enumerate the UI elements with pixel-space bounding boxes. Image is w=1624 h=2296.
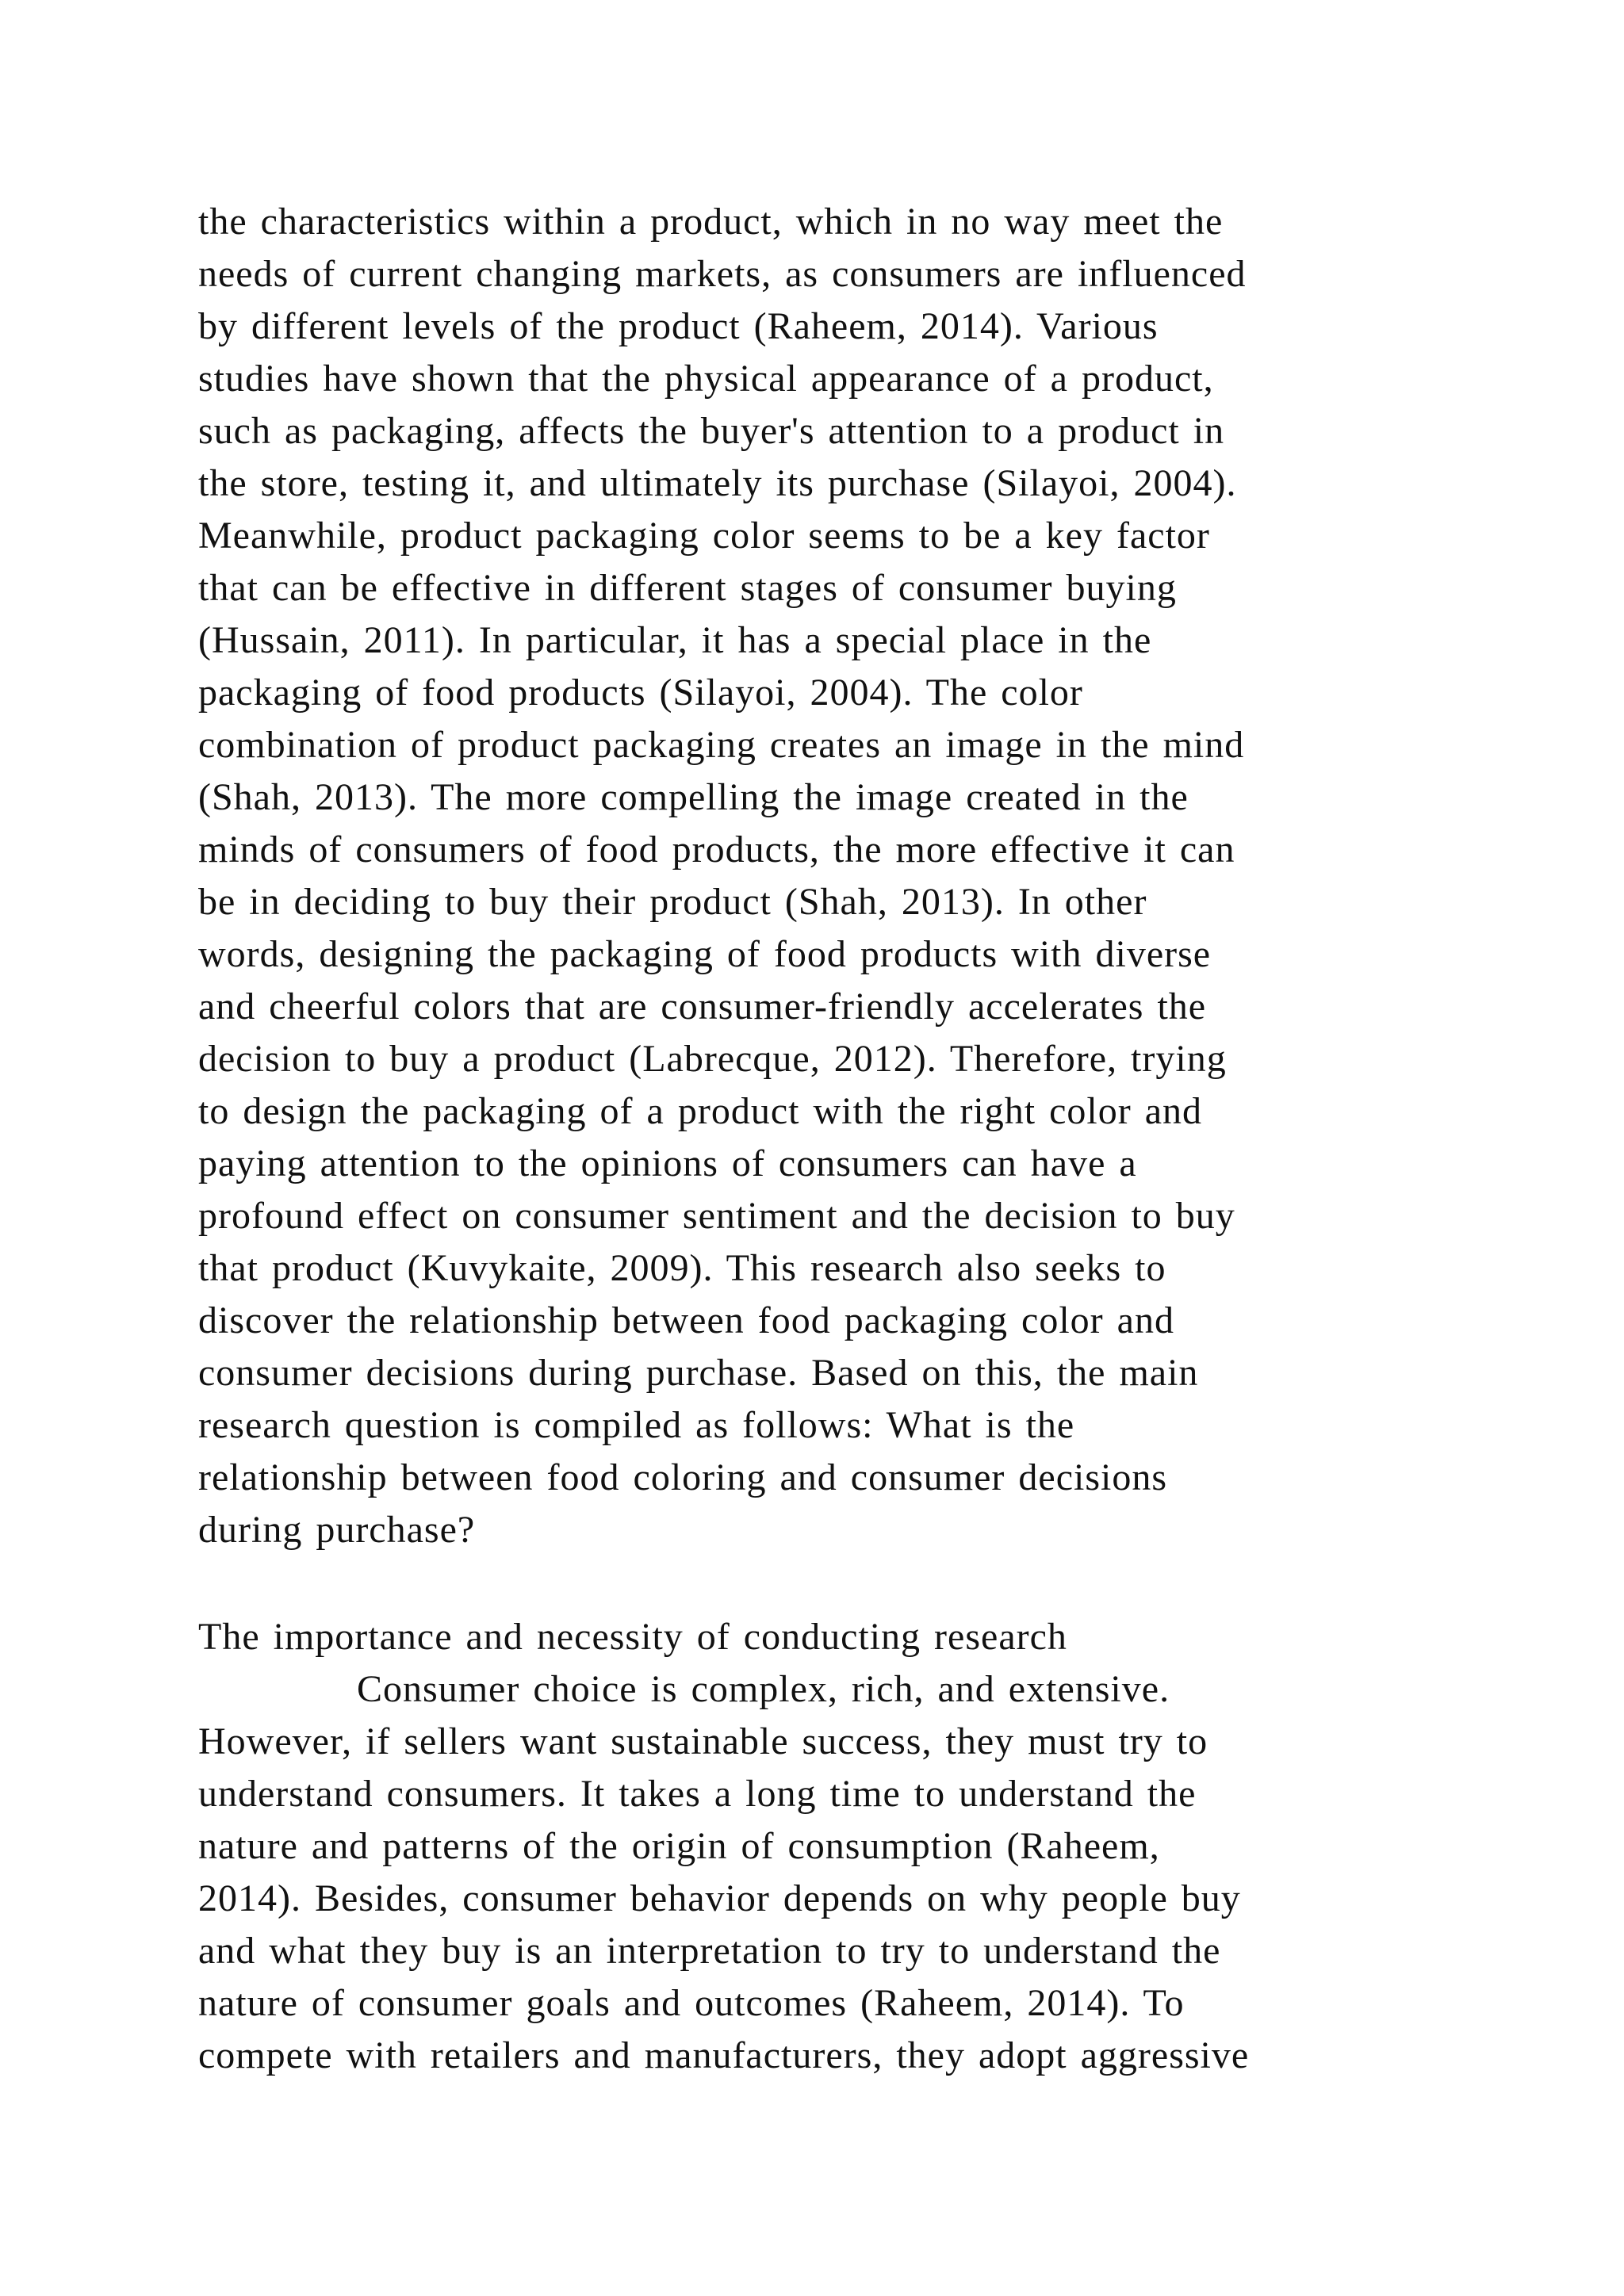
research-importance-section [198, 1611, 1467, 2082]
text-line: nature and patterns of the origin of consumption (Raheem, [198, 1825, 1160, 1867]
text-line: and what they buy is an interpretation to try to understand the [198, 1930, 1221, 1972]
text-line: relationship between food coloring and consumer decisions [198, 1456, 1168, 1498]
text-line: to design the packaging of a product with the right color and [198, 1090, 1203, 1132]
text-line: that can be effective in different stages of consumer buying [198, 567, 1177, 609]
text-line: during purchase? [198, 1509, 476, 1551]
text-line: combination of product packaging creates an image in the mind [198, 724, 1245, 766]
text-line: paying attention to the opinions of consumers can have a [198, 1142, 1137, 1184]
text-line: needs of current changing markets, as consumers are influenced [198, 253, 1247, 295]
text-line: profound effect on consumer sentiment and the decision to buy [198, 1195, 1235, 1237]
text-line: compete with retailers and manufacturers, they adopt aggressive [198, 2034, 1250, 2076]
text-line: However, if sellers want sustainable success, they must try to [198, 1720, 1208, 1762]
text-line: nature of consumer goals and outcomes (Raheem, 2014). To [198, 1982, 1185, 2024]
text-line: studies have shown that the physical appearance of a product, [198, 358, 1214, 400]
text-line: Meanwhile, product packaging color seems to be a key factor [198, 515, 1210, 557]
text-line: minds of consumers of food products, the more effective it can [198, 828, 1235, 871]
text-line: (Shah, 2013). The more compelling the image created in the [198, 776, 1189, 818]
text-line: by different levels of the product (Raheem, 2014). Various [198, 305, 1159, 347]
text-line: the characteristics within a product, which in no way meet the [198, 201, 1224, 243]
text-line: that product (Kuvykaite, 2009). This research also seeks to [198, 1247, 1166, 1289]
text-line: (Hussain, 2011). In particular, it has a special place in the [198, 619, 1152, 661]
text-line: the store, testing it, and ultimately its purchase (Silayoi, 2004). [198, 462, 1237, 504]
text-line: packaging of food products (Silayoi, 2004). The color [198, 672, 1083, 714]
text-line: words, designing the packaging of food products with diverse [198, 933, 1212, 975]
body-paragraph [198, 196, 1467, 1556]
section-heading: The importance and necessity of conducting research [198, 1616, 1067, 1658]
text-line: Consumer choice is complex, rich, and extensive. [357, 1668, 1170, 1710]
text-line: 2014). Besides, consumer behavior depends on why people buy [198, 1877, 1241, 1919]
text-line: discover the relationship between food packaging color and [198, 1299, 1174, 1341]
text-line: consumer decisions during purchase. Based on this, the main [198, 1352, 1199, 1394]
text-line: understand consumers. It takes a long time to understand the [198, 1773, 1197, 1815]
text-line: decision to buy a product (Labrecque, 2012). Therefore, trying [198, 1038, 1227, 1080]
text-line: and cheerful colors that are consumer-friendly accelerates the [198, 985, 1207, 1027]
text-line: research question is compiled as follows: What is the [198, 1404, 1075, 1446]
text-line: be in deciding to buy their product (Shah, 2013). In other [198, 881, 1147, 923]
text-line: such as packaging, affects the buyer's attention to a product in [198, 410, 1225, 452]
